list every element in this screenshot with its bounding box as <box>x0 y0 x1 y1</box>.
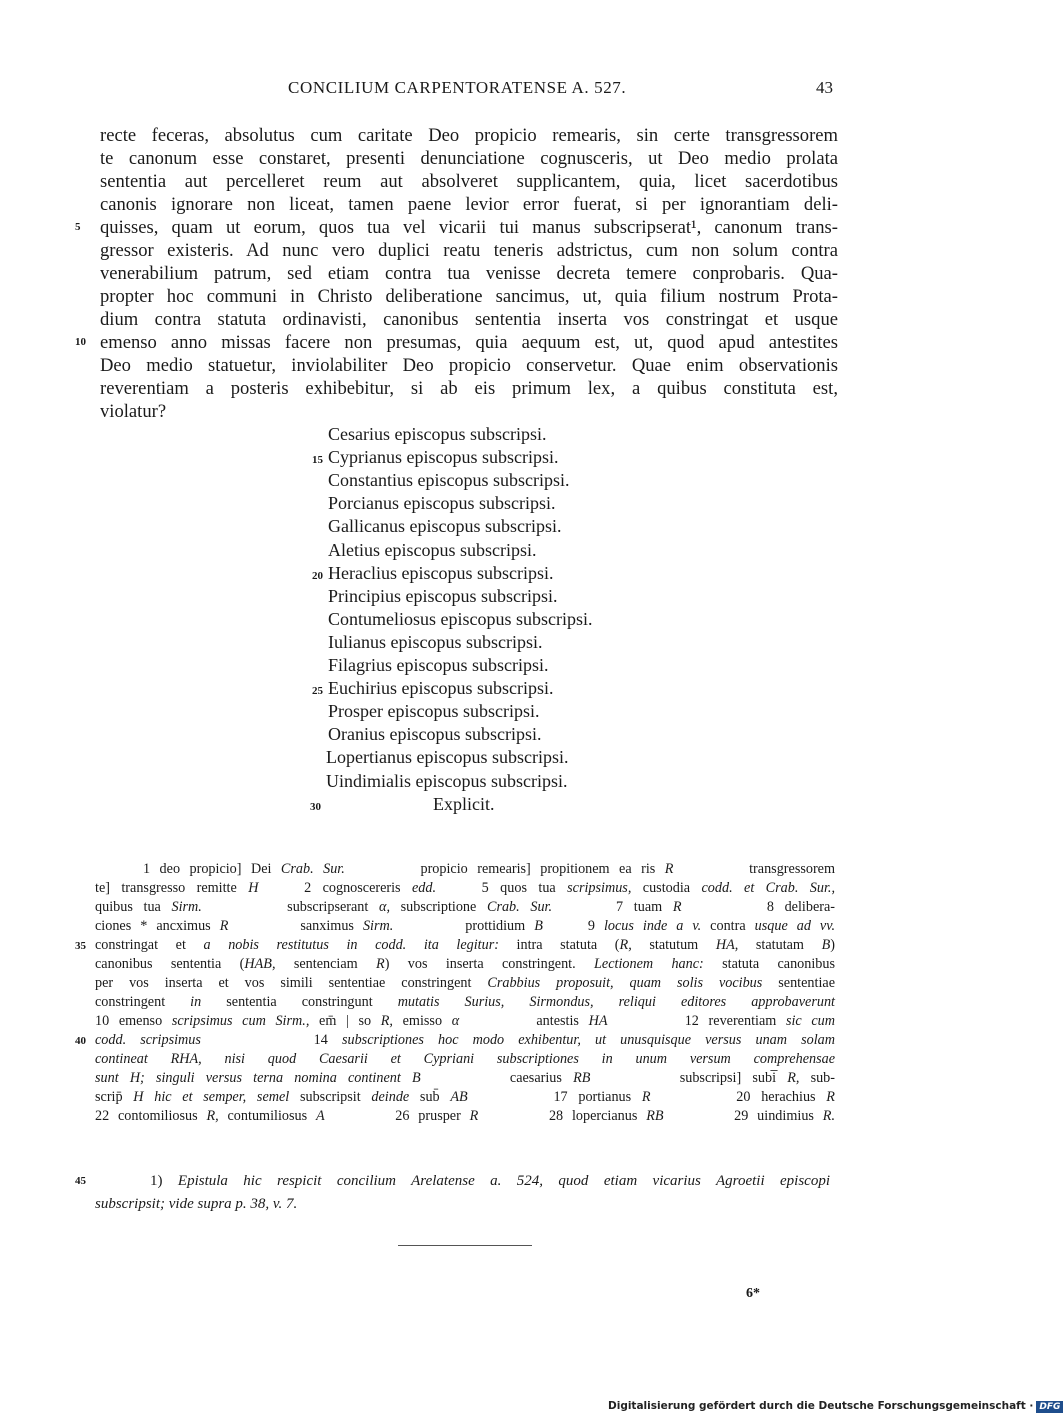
italic-segment: Epistula hic respicit concilium Arelatense a. 524, quod etiam vicarius Agroetii episcopi <box>177 1173 831 1189</box>
italic-segment: scripsimus cum Sirm., <box>171 1013 310 1029</box>
italic-segment: A <box>315 1108 325 1124</box>
italic-segment: edd. <box>412 880 437 896</box>
signature-line: Contumeliosus episcopus subscripsi. <box>328 608 593 629</box>
text-segment: 1) <box>150 1173 178 1189</box>
text-segment: scrip̄ <box>95 1089 134 1105</box>
signature-line: Filagrius episcopus subscripsi. <box>328 655 549 675</box>
text-segment: intra statuta ( <box>498 937 620 953</box>
text-segment: emisso <box>392 1013 452 1029</box>
line-number: 40 <box>75 1035 86 1047</box>
italic-segment: R <box>672 899 682 915</box>
text-line: propter hoc communi in Christo deliberatione sancimus, ut, quia filium nostrum Prota- <box>100 286 838 307</box>
explicit: Explicit. <box>433 793 495 814</box>
italic-segment: R. <box>822 1108 835 1124</box>
signature-line: Aletius episcopus subscripsi. <box>328 539 537 560</box>
text-segment: statutum <box>631 937 716 953</box>
text-segment: 7 tuam <box>552 899 673 915</box>
apparatus-line <box>95 917 835 936</box>
text-segment: statutam <box>738 937 822 953</box>
text-segment: subscripsi] subi̅ <box>590 1070 788 1086</box>
italic-segment: sic cum <box>785 1013 835 1029</box>
italic-segment: locus inde a v. <box>603 918 702 934</box>
line-number: 20 <box>312 569 323 582</box>
text-segment: 12 reverentiam <box>607 1013 786 1029</box>
italic-segment: R, <box>206 1108 219 1124</box>
text-segment: 22 contomiliosus <box>95 1108 207 1124</box>
text-line: reverentiam a posteris exhibebitur, si ab eis primum lex, a quibus constituta est, <box>100 378 838 399</box>
text-segment: statuta canonibus <box>703 956 836 972</box>
text-segment: 28 lopercianus <box>478 1108 647 1124</box>
line-number: 15 <box>312 454 323 467</box>
signature-line: Uindimialis episcopus subscripsi. <box>326 770 568 791</box>
italic-segment: R <box>469 1108 479 1124</box>
italic-segment: Crabbius proposuit, quam solis vocibus <box>487 975 763 991</box>
apparatus-line <box>95 1031 835 1050</box>
footnote-line <box>150 1170 830 1192</box>
text-segment: 29 uindimius <box>663 1108 823 1124</box>
text-line: canonis ignorare non liceat, tamen paene levior error fuerat, si per ignorantiam deli- <box>100 194 838 215</box>
italic-segment: deinde <box>371 1089 410 1105</box>
line-number: 35 <box>75 940 86 952</box>
footnote-line <box>95 1193 835 1215</box>
line-number: 25 <box>312 685 323 698</box>
signature-line: Euchirius episcopus subscripsi. <box>328 678 554 699</box>
text-line: violatur? <box>100 401 167 422</box>
signature-line: Heraclius episcopus subscripsi. <box>328 562 554 583</box>
footnote-rule <box>398 1245 532 1246</box>
digitization-credit <box>608 1400 1063 1413</box>
text-segment: em̄ | so <box>309 1013 381 1029</box>
text-segment: 17 portianus <box>467 1089 642 1105</box>
text-line: quisses, quam ut eorum, quos tua vel vicarii tui manus subscripserat¹, canonum trans- <box>100 217 838 238</box>
italic-segment: HA <box>588 1013 608 1029</box>
text-segment: sentenciam <box>275 956 377 972</box>
italic-segment: B <box>534 918 543 934</box>
apparatus-line <box>95 898 835 917</box>
italic-segment: Crab. Sur. <box>486 899 553 915</box>
text-segment: te] transgresso remitte <box>95 880 249 896</box>
text-segment: canonibus sententia ( <box>95 956 245 972</box>
italic-segment: subscripsit; vide supra p. 38, v. 7. <box>95 1196 298 1212</box>
page-number: 43 <box>816 78 833 97</box>
italic-segment: Sirm. <box>171 899 202 915</box>
text-segment: per vos inserta et vos simili sententiae constringent <box>95 975 488 991</box>
italic-segment: sunt H; singuli versus terna nomina continent B <box>95 1070 421 1086</box>
italic-segment: subscriptiones hoc modo exhibentur, ut unusquisque versus unam solam <box>341 1032 836 1048</box>
italic-segment: Lectionem hanc: <box>594 956 704 972</box>
signature-line: Oranius episcopus subscripsi. <box>328 724 542 745</box>
signature-line: Cyprianus episcopus subscripsi. <box>328 447 559 468</box>
signature-line: Lopertianus episcopus subscripsi. <box>326 747 569 768</box>
italic-segment: R, <box>380 1013 393 1029</box>
italic-segment: Crab. Sur. <box>280 861 345 877</box>
signature-line: Gallicanus episcopus subscripsi. <box>328 516 562 537</box>
text-segment: subscripsit <box>289 1089 372 1105</box>
text-segment: 14 <box>200 1032 342 1048</box>
italic-segment: R, <box>619 937 632 953</box>
signature-line: Constantius episcopus subscripsi. <box>328 470 570 491</box>
line-number: 30 <box>310 800 321 813</box>
text-segment: 26 prusper <box>324 1108 470 1124</box>
italic-segment: R <box>664 861 674 877</box>
apparatus-line <box>143 860 835 879</box>
line-number: 5 <box>75 221 81 233</box>
signature-line: Cesarius episcopus subscripsi. <box>328 424 547 444</box>
text-segment: constringent <box>95 994 191 1010</box>
text-segment: sententia constringunt <box>201 994 398 1010</box>
italic-segment: α, <box>379 899 390 915</box>
apparatus-line <box>95 1012 835 1031</box>
text-segment: caesarius <box>420 1070 574 1086</box>
text-line: sententia aut percelleret reum aut absolveret supplicantem, quia, licet sacerdotibus <box>100 171 838 192</box>
text-segment: 9 <box>542 918 604 934</box>
apparatus-line <box>95 879 835 898</box>
text-segment: 1 deo propicio] Dei <box>143 861 281 877</box>
italic-segment: usque ad vv. <box>754 918 836 934</box>
text-line: venerabilium patrum, sed etiam contra tua venisse decreta temere conprobaris. Qua- <box>100 263 838 284</box>
apparatus-line <box>95 1050 835 1069</box>
text-line: recte feceras, absolutus cum caritate Deo propicio remearis, sin certe transgressorem <box>100 125 838 146</box>
text-segment: ) vos inserta constringent. <box>384 956 595 972</box>
italic-segment: R, <box>787 1070 800 1086</box>
credit-text: Digitalisierung gefördert durch die Deutsche Forschungsgemeinschaft · <box>608 1400 1034 1412</box>
text-line: te canonum esse constaret, presenti denunciatione cognusceris, ut Deo medio prolata <box>100 148 838 169</box>
text-segment: sub- <box>799 1070 836 1086</box>
text-segment: 5 quos tua <box>436 880 568 896</box>
apparatus-line <box>95 993 835 1012</box>
text-segment: transgressorem <box>673 861 836 877</box>
sheet-signature: 6* <box>746 1286 760 1301</box>
italic-segment: R <box>641 1089 651 1105</box>
dfg-logo: DFG <box>1036 1401 1063 1413</box>
signature-line: Prosper episcopus subscripsi. <box>328 701 540 722</box>
italic-segment: mutatis Surius, Sirmondus, reliqui editores approbaverunt <box>397 994 835 1010</box>
apparatus-line <box>95 1088 835 1107</box>
text-segment: propicio remearis] propitionem ea ris <box>344 861 665 877</box>
apparatus-line <box>95 974 835 993</box>
text-segment: custodia <box>631 880 702 896</box>
text-segment: contra <box>701 918 755 934</box>
apparatus-line <box>95 936 835 955</box>
italic-segment: H <box>248 880 259 896</box>
apparatus-line <box>95 955 835 974</box>
italic-segment: RB <box>646 1108 664 1124</box>
signature-line: Iulianus episcopus subscripsi. <box>328 631 543 652</box>
italic-segment: HAB, <box>244 956 276 972</box>
italic-segment: α <box>451 1013 460 1029</box>
text-segment: constringat et <box>95 937 204 953</box>
text-segment: 2 cognoscereris <box>258 880 412 896</box>
text-line: emenso anno missas facere non presumas, quia aequum est, ut, quod apud antestites <box>100 332 838 353</box>
text-segment: quibus tua <box>95 899 172 915</box>
signature-line: Porcianus episcopus subscripsi. <box>328 493 556 514</box>
italic-segment: a nobis restitutus in codd. ita legitur: <box>203 937 499 953</box>
italic-segment: H hic et semper, semel <box>133 1089 290 1105</box>
italic-segment: in <box>190 994 202 1010</box>
italic-segment: codd. et Crab. Sur., <box>701 880 836 896</box>
text-segment: 20 herachius <box>650 1089 827 1105</box>
text-segment: 10 emenso <box>95 1013 172 1029</box>
italic-segment: RB <box>573 1070 591 1086</box>
italic-segment: AB <box>450 1089 468 1105</box>
italic-segment: scripsimus, <box>567 880 632 896</box>
text-line: dium contra statuta ordinavisti, canonibus sententia inserta vos constringat et usque <box>100 309 838 330</box>
text-segment: prottidium <box>393 918 535 934</box>
italic-segment: codd. scripsimus <box>95 1032 201 1048</box>
italic-segment: contineat RHA, nisi quod Caesarii et Cypriani subscriptiones in unum versum comprehensae <box>95 1051 835 1067</box>
running-head: CONCILIUM CARPENTORATENSE A. 527. <box>288 78 627 97</box>
text-line: gressor existeris. Ad nunc vero duplici reatu teneris adstrictus, cum non solum contra <box>100 240 838 261</box>
text-segment: ciones * ancximus <box>95 918 220 934</box>
page-header <box>0 78 1000 100</box>
text-segment: 8 delibera- <box>681 899 835 915</box>
italic-segment: R <box>376 956 385 972</box>
italic-segment: HA, <box>715 937 739 953</box>
text-segment: ) <box>830 937 835 953</box>
line-number: 45 <box>75 1175 86 1187</box>
text-segment: sub̄ <box>409 1089 451 1105</box>
text-line: Deo medio statuetur, inviolabiliter Deo propicio conservetur. Quae enim observationis <box>100 355 838 376</box>
apparatus-line <box>95 1069 835 1088</box>
italic-segment: R <box>219 918 229 934</box>
text-segment: subscripserant <box>201 899 379 915</box>
text-segment: contumiliosus <box>218 1108 316 1124</box>
signature-line: Principius episcopus subscripsi. <box>328 585 558 606</box>
italic-segment: B <box>821 937 831 953</box>
italic-segment: Sirm. <box>362 918 394 934</box>
text-segment: sententiae <box>762 975 835 991</box>
italic-segment: R <box>826 1089 835 1105</box>
text-segment: sanximus <box>228 918 363 934</box>
line-number: 10 <box>75 336 86 348</box>
text-segment: subscriptione <box>390 899 487 915</box>
text-segment: antestis <box>459 1013 589 1029</box>
apparatus-line <box>95 1107 835 1126</box>
